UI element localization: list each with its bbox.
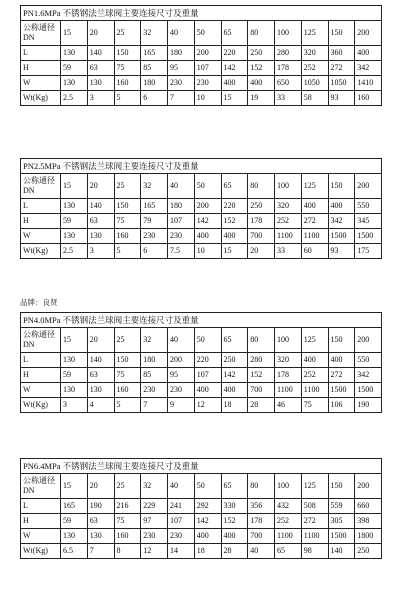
table-cell: 160 (114, 383, 141, 398)
table-row (21, 544, 382, 559)
table-cell: 1100 (275, 229, 302, 244)
table-cell: 140 (328, 544, 355, 559)
table-cell: 241 (168, 499, 195, 514)
dn-value: 150 (328, 474, 355, 499)
dn-value: 32 (141, 21, 168, 46)
dn-value: 65 (221, 174, 248, 199)
dn-value: 40 (168, 474, 195, 499)
dn-label: 公称通径 DN (21, 328, 61, 353)
dn-value: 100 (275, 21, 302, 46)
table-cell: 200 (194, 46, 221, 61)
dn-value: 65 (221, 474, 248, 499)
table-cell: 400 (194, 529, 221, 544)
table-row (21, 214, 382, 229)
table-row (21, 529, 382, 544)
table-title-row (21, 459, 382, 474)
table-cell: 152 (221, 514, 248, 529)
table-cell: 1100 (301, 383, 328, 398)
table-row (21, 383, 382, 398)
table-cell: 250 (221, 353, 248, 368)
brand-line: 品牌：良贤 (20, 298, 58, 307)
table-cell: 75 (114, 514, 141, 529)
table-cell: 60 (301, 244, 328, 259)
table-cell: 58 (301, 91, 328, 106)
table-cell: 330 (221, 499, 248, 514)
dn-value: 80 (248, 21, 275, 46)
table-cell: 508 (301, 499, 328, 514)
table-cell: 356 (248, 499, 275, 514)
table-cell: 18 (194, 544, 221, 559)
table-cell: 550 (355, 199, 382, 214)
table-cell: 178 (275, 368, 302, 383)
dn-value: 80 (248, 174, 275, 199)
table-cell: 107 (194, 368, 221, 383)
table-cell: 150 (114, 46, 141, 61)
table-cell: 272 (328, 368, 355, 383)
table-cell: 178 (248, 514, 275, 529)
table-cell: 400 (248, 76, 275, 91)
spec-table (20, 312, 382, 413)
table-cell: 12 (141, 544, 168, 559)
table-cell: 3 (61, 398, 88, 413)
table-cell: 320 (301, 46, 328, 61)
row-label: W (21, 229, 61, 244)
table-cell: 46 (275, 398, 302, 413)
dn-value: 125 (301, 21, 328, 46)
dn-label: 公称通径 DN (21, 21, 61, 46)
table-row (21, 244, 382, 259)
table-cell: 305 (328, 514, 355, 529)
table-row (21, 229, 382, 244)
table-cell: 160 (114, 76, 141, 91)
row-label: W (21, 383, 61, 398)
table-cell: 320 (275, 353, 302, 368)
table-cell: 130 (61, 383, 88, 398)
table-cell: 107 (168, 514, 195, 529)
table-cell: 79 (141, 214, 168, 229)
table-cell: 252 (301, 61, 328, 76)
dn-value: 32 (141, 328, 168, 353)
table-cell: 190 (355, 398, 382, 413)
table-cell: 216 (114, 499, 141, 514)
table-cell: 95 (168, 61, 195, 76)
table-cell: 65 (275, 544, 302, 559)
table-cell: 1500 (355, 229, 382, 244)
table-cell: 432 (275, 499, 302, 514)
table-cell: 292 (194, 499, 221, 514)
dn-value: 200 (355, 21, 382, 46)
dn-value: 200 (355, 174, 382, 199)
table-cell: 1050 (328, 76, 355, 91)
table-cell: 142 (194, 514, 221, 529)
table-cell: 252 (275, 514, 302, 529)
table-cell: 400 (221, 76, 248, 91)
spec-table-pn16 (20, 5, 382, 106)
table-cell: 400 (355, 46, 382, 61)
table-cell: 3 (87, 244, 114, 259)
row-label: Wt(Kg) (21, 544, 61, 559)
table-cell: 59 (61, 61, 88, 76)
table-cell: 230 (168, 529, 195, 544)
table-cell: 1100 (301, 229, 328, 244)
table-cell: 6 (141, 244, 168, 259)
spec-table-pn64 (20, 458, 382, 559)
table-cell: 160 (355, 91, 382, 106)
table-cell: 142 (194, 214, 221, 229)
table-cell: 142 (221, 368, 248, 383)
dn-value: 15 (61, 21, 88, 46)
dn-label: 公称通径 DN (21, 174, 61, 199)
table-cell: 160 (114, 229, 141, 244)
table-cell: 142 (221, 61, 248, 76)
table-cell: 140 (87, 353, 114, 368)
table-cell: 7.5 (168, 244, 195, 259)
table-cell: 280 (248, 353, 275, 368)
table-cell: 180 (141, 353, 168, 368)
table-cell: 280 (275, 46, 302, 61)
table-cell: 345 (355, 214, 382, 229)
table-cell: 28 (248, 398, 275, 413)
table-cell: 1500 (328, 229, 355, 244)
table-cell: 178 (248, 214, 275, 229)
table-title: PN6.4MPa 不锈钢法兰球阀主要连接尺寸及重量 (21, 459, 382, 474)
table-cell: 400 (301, 353, 328, 368)
table-cell: 400 (221, 229, 248, 244)
table-cell: 180 (168, 199, 195, 214)
table-cell: 1100 (275, 529, 302, 544)
table-cell: 152 (221, 214, 248, 229)
table-cell: 1500 (355, 383, 382, 398)
table-cell: 342 (355, 61, 382, 76)
table-cell: 28 (221, 544, 248, 559)
dn-value: 125 (301, 174, 328, 199)
table-title-row (21, 6, 382, 21)
row-label: Wt(Kg) (21, 398, 61, 413)
dn-value: 100 (275, 328, 302, 353)
table-cell: 4 (87, 398, 114, 413)
table-cell: 6 (141, 91, 168, 106)
table-cell: 107 (194, 61, 221, 76)
table-cell: 160 (114, 529, 141, 544)
spec-table-pn40 (20, 312, 382, 413)
table-cell: 252 (301, 368, 328, 383)
table-cell: 165 (61, 499, 88, 514)
table-cell: 130 (87, 383, 114, 398)
table-cell: 75 (301, 398, 328, 413)
table-cell: 700 (248, 229, 275, 244)
table-cell: 250 (248, 199, 275, 214)
row-label: H (21, 514, 61, 529)
table-cell: 40 (248, 544, 275, 559)
table-cell: 7 (141, 398, 168, 413)
table-cell: 1800 (355, 529, 382, 544)
table-cell: 150 (114, 199, 141, 214)
table-cell: 400 (328, 199, 355, 214)
table-cell: 320 (275, 199, 302, 214)
table-cell: 5 (114, 244, 141, 259)
row-label: H (21, 61, 61, 76)
table-cell: 33 (275, 244, 302, 259)
table-cell: 33 (275, 91, 302, 106)
dn-value: 125 (301, 474, 328, 499)
table-cell: 1500 (328, 383, 355, 398)
table-cell: 550 (355, 353, 382, 368)
row-label: W (21, 76, 61, 91)
table-cell: 10 (194, 91, 221, 106)
table-cell: 1410 (355, 76, 382, 91)
table-row (21, 499, 382, 514)
dn-header-row (21, 174, 382, 199)
table-cell: 230 (168, 76, 195, 91)
dn-value: 100 (275, 474, 302, 499)
table-cell: 272 (301, 214, 328, 229)
table-cell: 6.5 (61, 544, 88, 559)
dn-value: 125 (301, 328, 328, 353)
table-title-row (21, 313, 382, 328)
table-row (21, 398, 382, 413)
table-cell: 1500 (328, 529, 355, 544)
table-cell: 400 (328, 353, 355, 368)
table-cell: 220 (221, 199, 248, 214)
table-title: PN1.6MPa 不锈钢法兰球阀主要连接尺寸及重量 (21, 6, 382, 21)
dn-value: 150 (328, 174, 355, 199)
dn-label: 公称通径 DN (21, 474, 61, 499)
table-cell: 93 (328, 244, 355, 259)
table-cell: 75 (114, 61, 141, 76)
table-cell: 272 (328, 61, 355, 76)
table-cell: 230 (141, 229, 168, 244)
table-cell: 230 (194, 76, 221, 91)
table-cell: 15 (221, 244, 248, 259)
table-cell: 63 (87, 368, 114, 383)
table-cell: 178 (275, 61, 302, 76)
dn-value: 80 (248, 474, 275, 499)
table-cell: 12 (194, 398, 221, 413)
spec-table (20, 5, 382, 106)
dn-value: 25 (114, 328, 141, 353)
table-cell: 250 (248, 46, 275, 61)
table-cell: 130 (87, 76, 114, 91)
table-title: PN2.5MPa 不锈钢法兰球阀主要连接尺寸及重量 (21, 159, 382, 174)
dn-value: 200 (355, 474, 382, 499)
table-cell: 230 (168, 383, 195, 398)
table-cell: 398 (355, 514, 382, 529)
table-cell: 59 (61, 368, 88, 383)
table-cell: 20 (248, 244, 275, 259)
table-row (21, 514, 382, 529)
table-cell: 5 (114, 91, 141, 106)
table-cell: 220 (221, 46, 248, 61)
dn-value: 50 (194, 174, 221, 199)
table-cell: 7 (168, 91, 195, 106)
dn-value: 80 (248, 328, 275, 353)
table-cell: 130 (61, 76, 88, 91)
table-cell: 59 (61, 214, 88, 229)
dn-value: 25 (114, 21, 141, 46)
row-label: L (21, 46, 61, 61)
dn-value: 100 (275, 174, 302, 199)
table-cell: 230 (141, 383, 168, 398)
table-cell: 97 (141, 514, 168, 529)
table-cell: 63 (87, 214, 114, 229)
table-cell: 252 (275, 214, 302, 229)
row-label: L (21, 499, 61, 514)
table-cell: 15 (221, 91, 248, 106)
table-cell: 59 (61, 514, 88, 529)
dn-value: 32 (141, 174, 168, 199)
dn-value: 15 (61, 328, 88, 353)
row-label: L (21, 199, 61, 214)
table-cell: 18 (221, 398, 248, 413)
table-cell: 230 (168, 229, 195, 244)
dn-value: 40 (168, 174, 195, 199)
table-cell: 130 (61, 46, 88, 61)
dn-value: 15 (61, 174, 88, 199)
dn-value: 15 (61, 474, 88, 499)
table-title-row (21, 159, 382, 174)
table-cell: 75 (114, 214, 141, 229)
table-cell: 400 (194, 229, 221, 244)
table-cell: 400 (194, 383, 221, 398)
dn-header-row (21, 21, 382, 46)
table-cell: 342 (328, 214, 355, 229)
table-cell: 93 (328, 91, 355, 106)
table-cell: 200 (194, 199, 221, 214)
row-label: Wt(Kg) (21, 244, 61, 259)
table-cell: 152 (248, 368, 275, 383)
table-cell: 175 (355, 244, 382, 259)
dn-value: 65 (221, 328, 248, 353)
table-cell: 19 (248, 91, 275, 106)
dn-value: 50 (194, 474, 221, 499)
table-cell: 700 (248, 529, 275, 544)
table-cell: 200 (168, 353, 195, 368)
table-title: PN4.0MPa 不锈钢法兰球阀主要连接尺寸及重量 (21, 313, 382, 328)
table-row (21, 353, 382, 368)
table-cell: 98 (301, 544, 328, 559)
table-cell: 130 (87, 529, 114, 544)
dn-value: 200 (355, 328, 382, 353)
table-cell: 2.5 (61, 244, 88, 259)
table-cell: 165 (141, 199, 168, 214)
row-label: Wt(Kg) (21, 91, 61, 106)
table-cell: 140 (87, 46, 114, 61)
dn-value: 40 (168, 328, 195, 353)
dn-value: 40 (168, 21, 195, 46)
table-cell: 360 (328, 46, 355, 61)
table-cell: 1050 (301, 76, 328, 91)
spec-table (20, 158, 382, 259)
table-row (21, 61, 382, 76)
table-cell: 63 (87, 514, 114, 529)
dn-value: 20 (87, 21, 114, 46)
table-cell: 2.5 (61, 91, 88, 106)
table-cell: 250 (355, 544, 382, 559)
dn-value: 150 (328, 21, 355, 46)
table-cell: 107 (168, 214, 195, 229)
table-row (21, 76, 382, 91)
table-cell: 152 (248, 61, 275, 76)
table-cell: 400 (221, 383, 248, 398)
table-cell: 400 (221, 529, 248, 544)
table-cell: 650 (275, 76, 302, 91)
table-cell: 106 (328, 398, 355, 413)
table-cell: 342 (355, 368, 382, 383)
dn-value: 25 (114, 474, 141, 499)
table-cell: 180 (141, 76, 168, 91)
table-cell: 85 (141, 368, 168, 383)
table-cell: 150 (114, 353, 141, 368)
table-cell: 8 (114, 544, 141, 559)
table-cell: 1100 (275, 383, 302, 398)
dn-value: 20 (87, 174, 114, 199)
table-cell: 130 (87, 229, 114, 244)
table-cell: 10 (194, 244, 221, 259)
table-cell: 1100 (301, 529, 328, 544)
row-label: L (21, 353, 61, 368)
table-cell: 400 (301, 199, 328, 214)
row-label: H (21, 368, 61, 383)
dn-value: 65 (221, 21, 248, 46)
table-row (21, 91, 382, 106)
dn-value: 20 (87, 328, 114, 353)
row-label: W (21, 529, 61, 544)
table-row (21, 199, 382, 214)
table-cell: 660 (355, 499, 382, 514)
dn-header-row (21, 328, 382, 353)
spec-table (20, 458, 382, 559)
table-cell: 559 (328, 499, 355, 514)
table-cell: 95 (168, 368, 195, 383)
table-cell: 229 (141, 499, 168, 514)
table-cell: 130 (61, 229, 88, 244)
table-cell: 140 (87, 199, 114, 214)
table-cell: 9 (168, 398, 195, 413)
table-cell: 130 (61, 353, 88, 368)
table-cell: 165 (141, 46, 168, 61)
spec-table-pn25 (20, 158, 382, 259)
table-cell: 14 (168, 544, 195, 559)
table-cell: 75 (114, 368, 141, 383)
table-row (21, 368, 382, 383)
table-cell: 7 (87, 544, 114, 559)
table-cell: 180 (168, 46, 195, 61)
row-label: H (21, 214, 61, 229)
dn-value: 20 (87, 474, 114, 499)
table-cell: 130 (61, 199, 88, 214)
table-cell: 130 (61, 529, 88, 544)
table-cell: 700 (248, 383, 275, 398)
dn-value: 32 (141, 474, 168, 499)
dn-value: 50 (194, 21, 221, 46)
table-cell: 190 (87, 499, 114, 514)
table-cell: 85 (141, 61, 168, 76)
table-cell: 220 (194, 353, 221, 368)
table-cell: 272 (301, 514, 328, 529)
table-cell: 63 (87, 61, 114, 76)
table-row (21, 46, 382, 61)
table-cell: 230 (141, 529, 168, 544)
dn-value: 25 (114, 174, 141, 199)
table-cell: 5 (114, 398, 141, 413)
dn-header-row (21, 474, 382, 499)
dn-value: 50 (194, 328, 221, 353)
dn-value: 150 (328, 328, 355, 353)
table-cell: 3 (87, 91, 114, 106)
